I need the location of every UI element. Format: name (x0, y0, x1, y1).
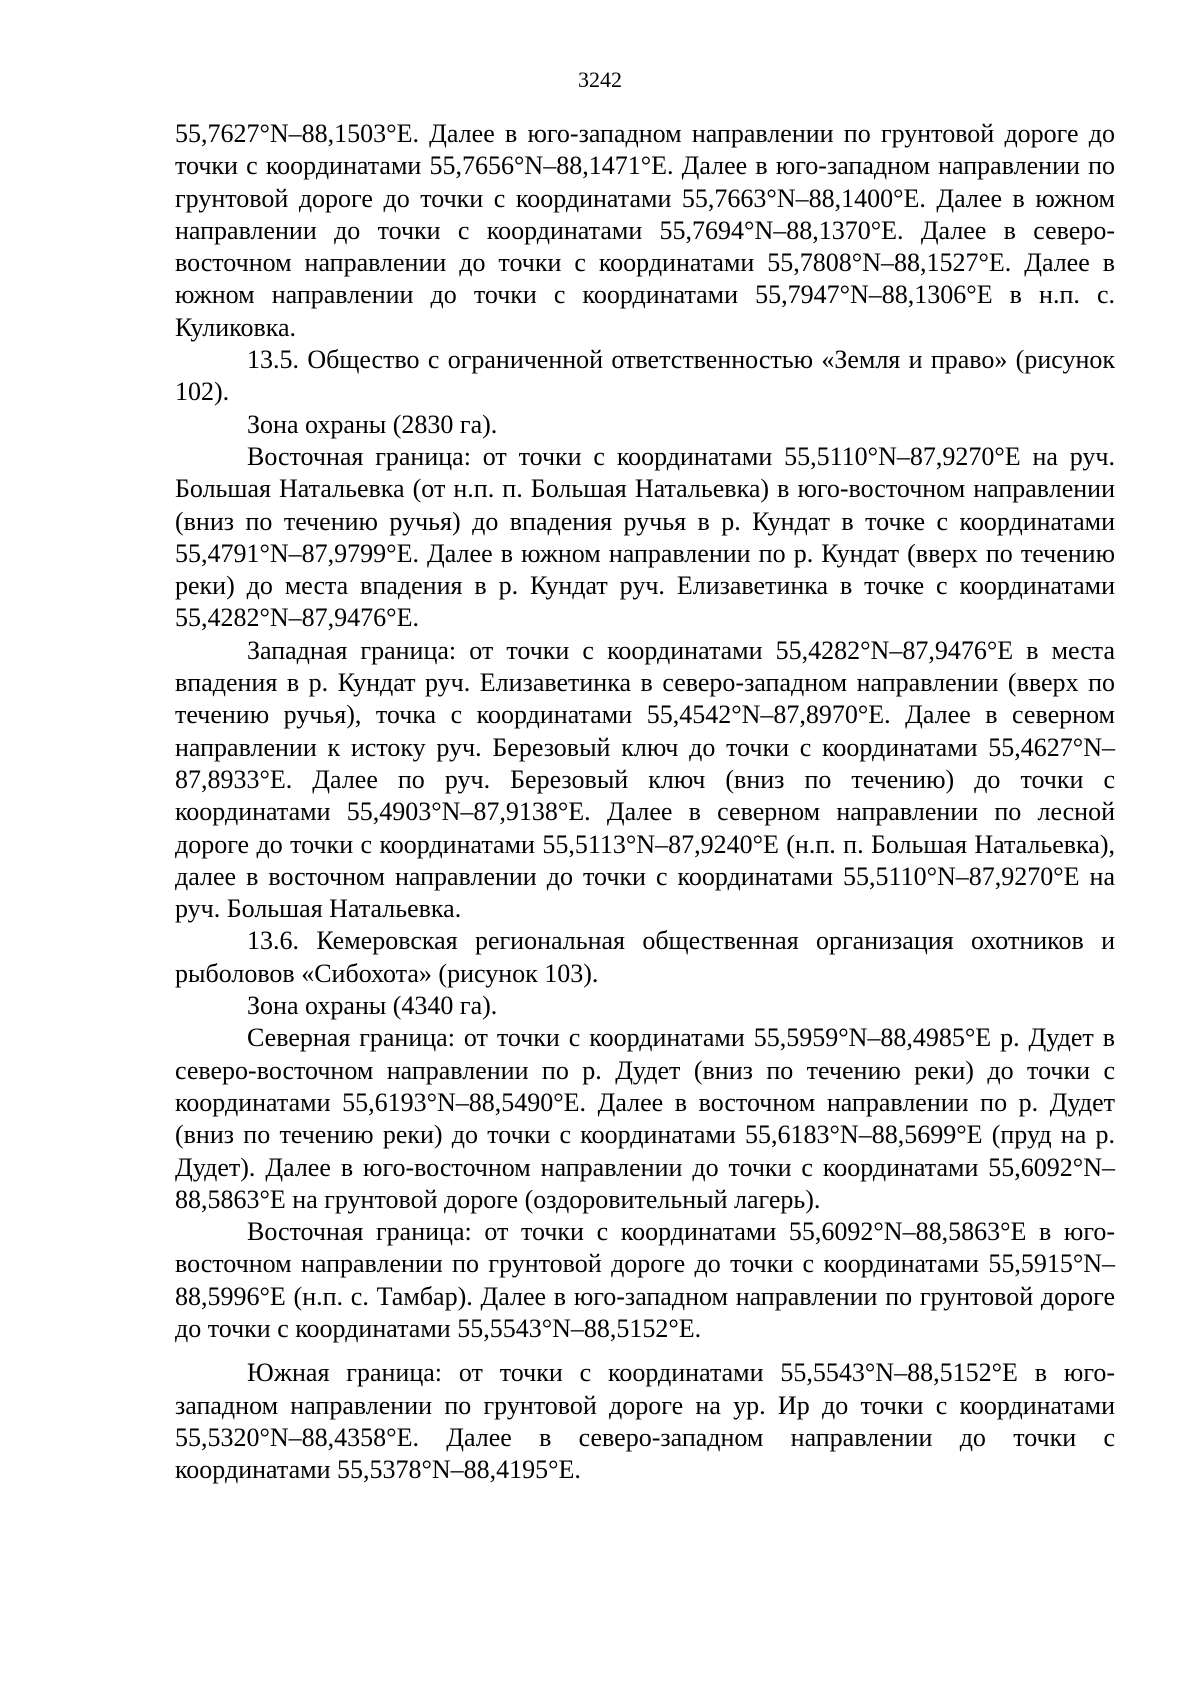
southern-boundary-paragraph: Южная граница: от точки с координатами 55,5543°N–88,5152°E в юго-западном направлении по грунтовой дороге на ур. Ир до точки с координатами 55,5320°N–88,4358°E. Далее в северо-западном направлении до точки с координатами 55,5378°N–88,4195°E. (175, 1358, 1115, 1485)
protection-zone-area: Зона охраны (2830 га). (247, 409, 498, 439)
section-heading-13-6: 13.6. Кемеровская региональная общественная организация охотников и рыболовов «Сибохота» (рисунок 103). (175, 926, 1115, 988)
paragraph-continuation: 55,7627°N–88,1503°E. Далее в юго-западном направлении по грунтовой дороге до точки с координатами 55,7656°N–88,1471°E. Далее в юго-западном направлении по грунтовой дороге до точки с координатами 55,7663°N–88,1400°E. Далее в южном направлении до точки с координатами 55,7694°N–88,1370°E. Далее в северо-восточном направлении до точки с координатами 55,7808°N–88,1527°E. Далее в южном направлении до точки с координатами 55,7947°N–88,1306°E в н.п. с. Куликовка. (175, 119, 1115, 342)
section-heading-13-5: 13.5. Общество с ограниченной ответственностью «Земля и право» (рисунок 102). (175, 345, 1115, 407)
protection-zone-area: Зона охраны (4340 га). (247, 991, 498, 1021)
western-boundary-paragraph: Западная граница: от точки с координатами 55,4282°N–87,9476°E в места впадения в р. Кундат руч. Елизаветинка в северо-западном направлении (вверх по течению ручья), точка с координатами 55,4542°N–87,8970°E. Далее в северном направлении к истоку руч. Березовый ключ до точки с координатами 55,4627°N–87,8933°E. Далее по руч. Березовый ключ (вниз по течению) до точки с координатами 55,4903°N–87,9138°E. Далее в северном направлении по лесной дороге до точки с координатами 55,5113°N–87,9240°E (н.п. п. Большая Натальевка), далее в восточном направлении до точки с координатами 55,5110°N–87,9270°E на руч. Большая Натальевка. (175, 635, 1115, 924)
eastern-boundary-paragraph: Восточная граница: от точки с координатами 55,6092°N–88,5863°E в юго-восточном направлении по грунтовой дороге до точки с координатами 55,5915°N–88,5996°E (н.п. с. Тамбар). Далее в юго-западном направлении по грунтовой дороге до точки с координатами 55,5543°N–88,5152°E. (175, 1217, 1115, 1343)
page-number: 3242 (578, 67, 622, 92)
northern-boundary-paragraph: Северная граница: от точки с координатами 55,5959°N–88,4985°E р. Дудет в северо-восточном направлении по р. Дудет (вниз по течению реки) до точки с координатами 55,6193°N–88,5490°E. Далее в восточном направлении по р. Дудет (вниз по течению реки) до точки с координатами 55,6183°N–88,5699°E (пруд на р. Дудет). Далее в юго-восточном направлении до точки с координатами 55,6092°N–88,5863°E на грунтовой дороге (оздоровительный лагерь). (175, 1023, 1115, 1214)
document-body (175, 118, 1115, 1486)
eastern-boundary-paragraph: Восточная граница: от точки с координатами 55,5110°N–87,9270°E на руч. Большая Натальевка (от н.п. п. Большая Натальевка) в юго-восточном направлении (вниз по течению ручья) до впадения ручья в р. Кундат в точке с координатами 55,4791°N–87,9799°E. Далее в южном направлении по р. Кундат (вверх по течению реки) до места впадения в р. Кундат руч. Елизаветинка в точке с координатами 55,4282°N–87,9476°E. (175, 441, 1115, 633)
